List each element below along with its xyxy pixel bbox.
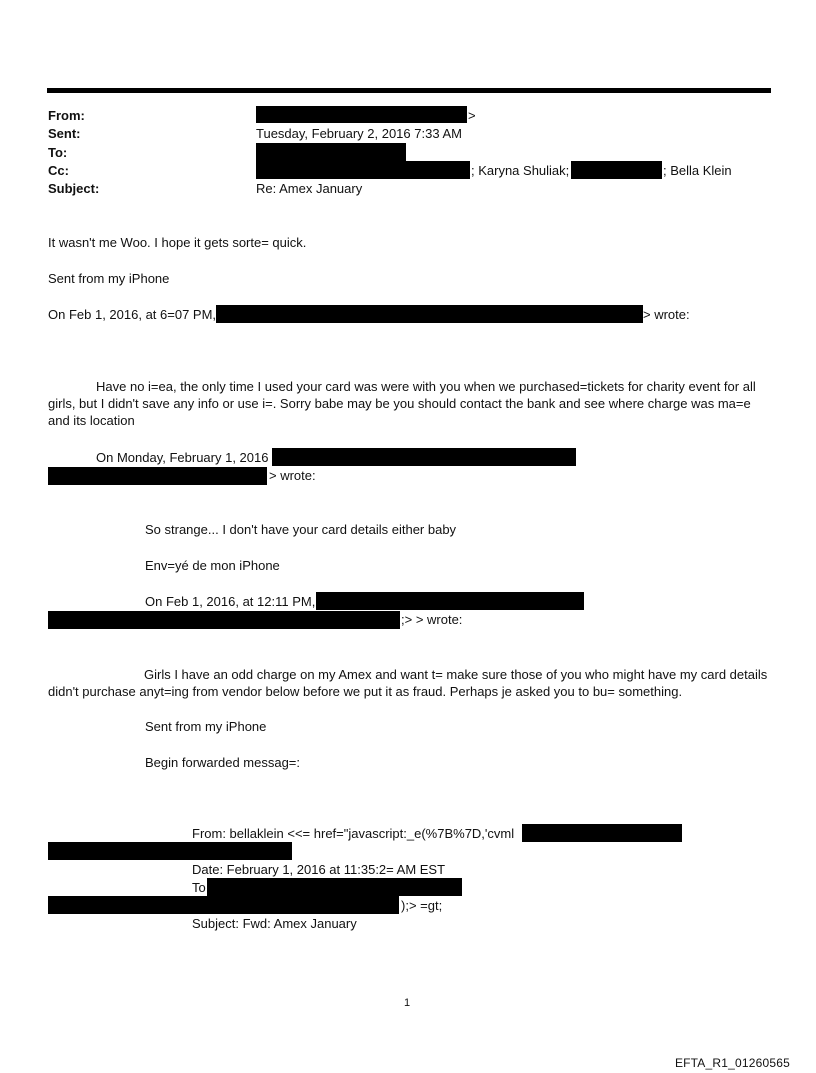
header-rule (47, 88, 771, 93)
redaction-reply-1 (216, 305, 643, 323)
from-suffix: > (468, 108, 476, 123)
sent-value: Tuesday, February 2, 2016 7:33 AM (256, 126, 462, 141)
quoted-line-4: Begin forwarded messag=: (145, 755, 301, 770)
quoted-line-1: So strange... I don't have your card details either baby (145, 522, 457, 537)
redaction-cc-2 (571, 161, 662, 179)
page-number: 1 (404, 997, 411, 1009)
redaction-forward-2 (48, 842, 292, 860)
cc-name-2: ; Bella Klein (663, 163, 732, 178)
to-label: To: (48, 145, 68, 160)
redaction-reply-3b (48, 611, 400, 629)
reply-header-2-suffix: > wrote: (269, 468, 316, 483)
quoted-paragraph-1: Have no i=ea, the only time I used your card was were with you when we purchased=tickets for charity event for all girls, but I didn't save any info or use i=. Sorry babe may be you should contact the bank and see where charge was ma=e and its location (48, 379, 756, 428)
reply-header-1-prefix: On Feb 1, 2016, at 6=07 PM, (48, 307, 217, 322)
forward-to: To (192, 880, 206, 895)
reply-header-3-suffix: ;> > wrote: (401, 612, 463, 627)
redaction-reply-2a (272, 448, 576, 466)
redaction-cc-1 (256, 161, 470, 179)
reply-header-1-suffix: > wrote: (643, 307, 690, 322)
quoted-line-2: Env=yé de mon iPhone (145, 558, 280, 573)
reply-header-2-prefix: On Monday, February 1, 2016 (96, 450, 269, 465)
forward-from: From: bellaklein <<= href="javascript:_e(%7B%7D,'cvml (192, 826, 515, 841)
reply-header-3-prefix: On Feb 1, 2016, at 12:11 PM, (145, 594, 316, 609)
cc-label: Cc: (48, 163, 69, 178)
forward-to-suffix: );> =gt; (401, 898, 443, 913)
quoted-line-3: Sent from my iPhone (145, 719, 267, 734)
redaction-forward-3 (207, 878, 462, 896)
sent-label: Sent: (48, 126, 81, 141)
quoted-paragraph-2: Girls I have an odd charge on my Amex and want t= make sure those of you who might have my card details didn't purchase anyt=ing from vendor below before we put it as fraud. Perhaps je asked you to bu= something. (48, 667, 768, 699)
forward-subject: Subject: Fwd: Amex January (192, 916, 357, 931)
redaction-forward-4 (48, 896, 399, 914)
body-line-2: Sent from my iPhone (48, 271, 170, 286)
from-label: From: (48, 108, 85, 123)
redaction-reply-3a (316, 592, 584, 610)
body-line-1: It wasn't me Woo. I hope it gets sorte= quick. (48, 235, 307, 250)
forward-date: Date: February 1, 2016 at 11:35:2= AM EST (192, 862, 446, 877)
redaction-forward-1 (522, 824, 682, 842)
document-id: EFTA_R1_01260565 (674, 1056, 790, 1070)
redaction-to (256, 143, 406, 161)
redaction-from (256, 106, 467, 123)
subject-label: Subject: (48, 181, 100, 196)
cc-name-1: ; Karyna Shuliak; (471, 163, 570, 178)
redaction-reply-2b (48, 467, 267, 485)
subject-value: Re: Amex January (256, 181, 363, 196)
